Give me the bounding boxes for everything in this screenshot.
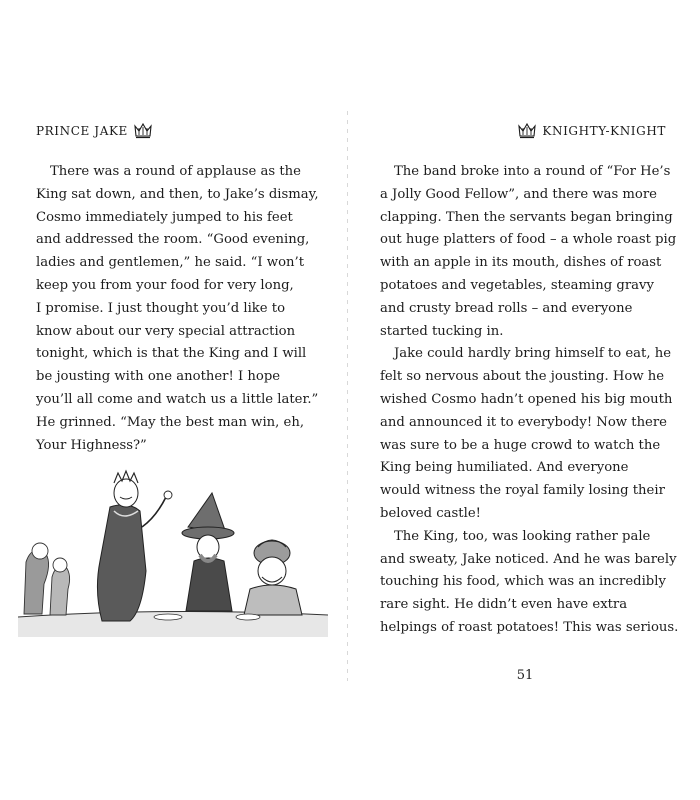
text-line: tonight, which is that the King and I will bbox=[36, 346, 307, 362]
text-line: King being humiliated. And everyone bbox=[380, 460, 629, 476]
page-gutter bbox=[347, 111, 348, 681]
right-page bbox=[350, 105, 700, 690]
text-line: Cosmo immediately jumped to his feet bbox=[36, 209, 293, 225]
text-line: you’ll all come and watch us a little later.” bbox=[36, 391, 319, 407]
right-running-head bbox=[518, 123, 666, 139]
banquet-illustration bbox=[18, 467, 328, 637]
text-line: helpings of roast potatoes! This was serious. bbox=[380, 619, 679, 635]
crown-icon bbox=[134, 123, 152, 139]
text-line: was sure to be a huge crowd to watch the bbox=[380, 437, 661, 453]
text-line: Jake could hardly bring himself to eat, he bbox=[394, 346, 672, 362]
text-line: and announced it to everybody! Now there bbox=[380, 414, 667, 430]
text-line: would witness the royal family losing their bbox=[380, 483, 665, 499]
text-line: clapping. Then the servants began bringing bbox=[380, 209, 673, 225]
text-line: ladies and gentlemen,” he said. “I won’t bbox=[36, 255, 304, 271]
text-line: out huge platters of food – a whole roast pig bbox=[380, 232, 677, 248]
text-line: There was a round of applause as the bbox=[50, 164, 301, 179]
text-line: be jousting with one another! I hope bbox=[36, 369, 281, 385]
text-line: He grinned. “May the best man win, eh, bbox=[36, 414, 305, 430]
page-number: 51 bbox=[516, 668, 534, 683]
text-line: The band broke into a round of “For He’s bbox=[394, 164, 671, 179]
text-line: and addressed the room. “Good evening, bbox=[36, 232, 310, 248]
text-line: a Jolly Good Fellow”, and there was more bbox=[380, 186, 657, 202]
right-body-text bbox=[380, 161, 680, 640]
left-page bbox=[0, 105, 350, 690]
text-line: beloved castle! bbox=[380, 505, 481, 521]
text-line: and crusty bread rolls – and everyone bbox=[380, 300, 633, 316]
right-running-head-title: KNIGHTY-KNIGHT bbox=[542, 124, 666, 138]
text-line: wished Cosmo hadn’t opened his big mouth bbox=[380, 391, 673, 407]
text-line: touching his food, which was an incredibly bbox=[380, 574, 666, 590]
crown-icon bbox=[518, 123, 536, 139]
text-line: rare sight. He didn’t even have extra bbox=[380, 597, 628, 613]
left-running-head bbox=[36, 123, 152, 139]
text-line: Your Highness?” bbox=[36, 437, 147, 453]
text-line: King sat down, and then, to Jake’s dismay, bbox=[36, 186, 319, 202]
text-line: The King, too, was looking rather pale bbox=[394, 528, 651, 544]
text-line: started tucking in. bbox=[380, 323, 504, 339]
left-running-head-title: PRINCE JAKE bbox=[36, 124, 128, 138]
text-line: potatoes and vegetables, steaming gravy bbox=[380, 277, 654, 293]
left-body-text bbox=[36, 161, 326, 457]
book-spread bbox=[0, 105, 700, 690]
text-line: know about our very special attraction bbox=[36, 323, 296, 339]
text-line: keep you from your food for very long, bbox=[36, 277, 294, 293]
text-line: and sweaty, Jake noticed. And he was barely bbox=[380, 551, 677, 567]
text-line: with an apple in its mouth, dishes of roast bbox=[380, 255, 662, 271]
text-line: I promise. I just thought you’d like to bbox=[36, 300, 286, 316]
text-line: felt so nervous about the jousting. How he bbox=[380, 369, 665, 385]
